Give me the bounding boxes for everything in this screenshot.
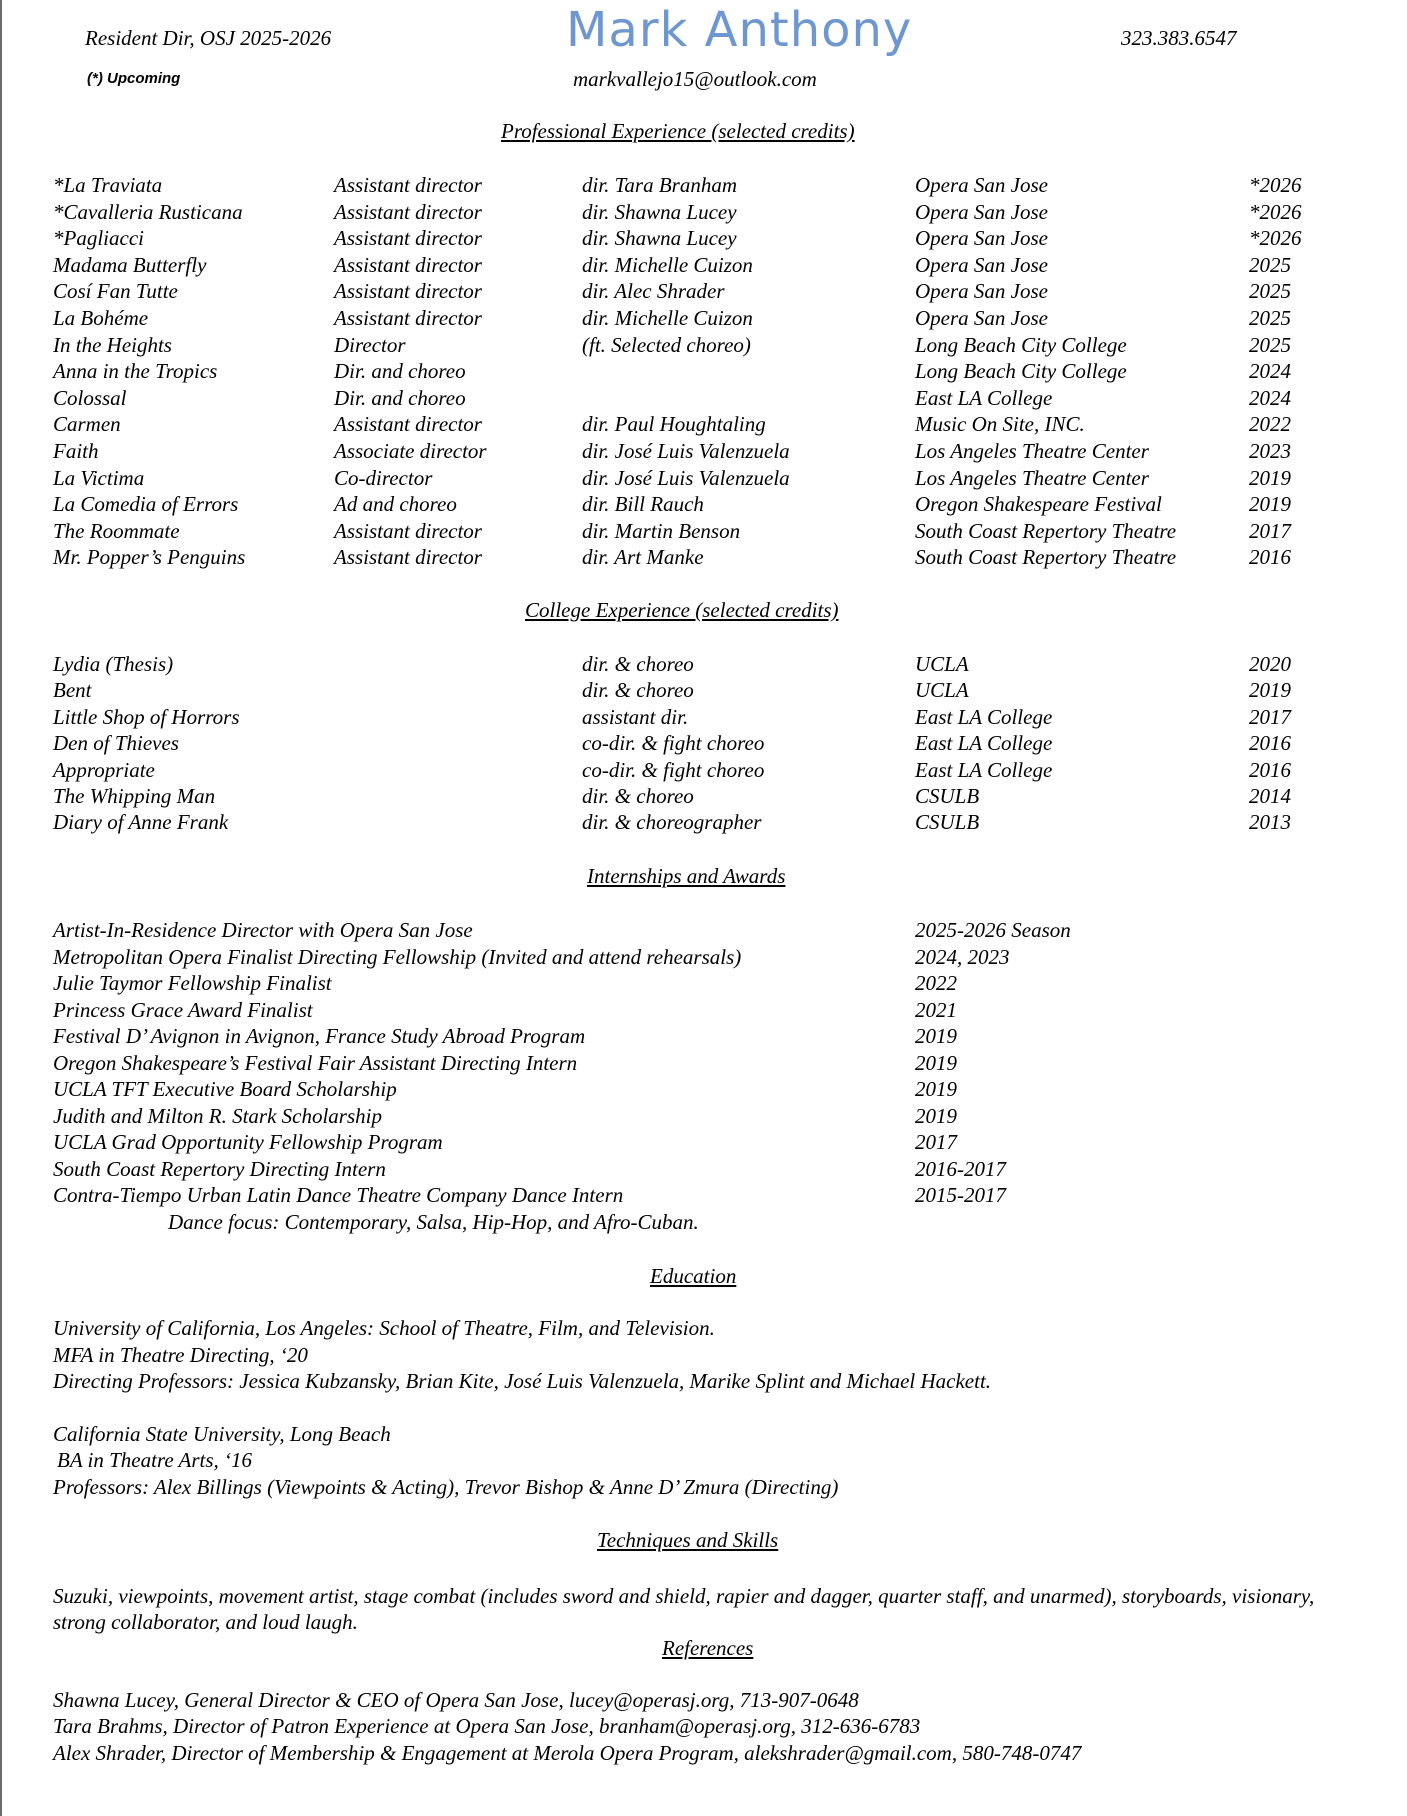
year: 2016 bbox=[1249, 545, 1291, 570]
award-date: 2015-2017 bbox=[915, 1183, 1006, 1207]
company: Los Angeles Theatre Center bbox=[915, 439, 1149, 463]
role: Director bbox=[334, 332, 406, 357]
table-row bbox=[0, 651, 1407, 678]
table-row bbox=[0, 172, 1407, 199]
table-row bbox=[0, 730, 1407, 757]
reference-item: Shawna Lucey, General Director & CEO of Opera San Jose, lucey@operasj.org, 713-907-0648 bbox=[53, 1688, 859, 1712]
table-row bbox=[0, 465, 1407, 492]
director: dir. Alec Shrader bbox=[582, 279, 725, 304]
csulb-degree: BA in Theatre Arts, ‘16 bbox=[57, 1448, 253, 1472]
list-item bbox=[0, 1156, 1407, 1183]
production-title: La Victima bbox=[53, 465, 145, 490]
reference-item: Alex Shrader, Director of Membership & Engagement at Merola Opera Program, alekshrader@gmail.com, 580-748-0747 bbox=[53, 1741, 1082, 1765]
year: 2019 bbox=[1249, 492, 1291, 517]
director: (ft. Selected choreo) bbox=[582, 332, 751, 357]
year: 2019 bbox=[1249, 465, 1291, 490]
company: East LA College bbox=[915, 385, 1053, 410]
candidate-name: Mark Anthony bbox=[566, 2, 913, 58]
professional-experience-heading: Professional Experience (selected credits) bbox=[501, 119, 855, 143]
production-title: The Whipping Man bbox=[53, 784, 216, 808]
award-name: Metropolitan Opera Finalist Directing Fellowship (Invited and attend rehearsals) bbox=[53, 944, 742, 969]
role: Assistant director bbox=[334, 226, 482, 251]
year: 2025 bbox=[1249, 332, 1291, 357]
table-row bbox=[0, 411, 1407, 438]
company: Los Angeles Theatre Center bbox=[915, 465, 1149, 490]
table-row bbox=[0, 544, 1407, 571]
role: Ad and choreo bbox=[334, 492, 457, 517]
role: assistant dir. bbox=[582, 704, 689, 729]
award-date: 2016-2017 bbox=[915, 1156, 1006, 1181]
list-item bbox=[0, 997, 1407, 1024]
skills-text: Suzuki, viewpoints, movement artist, stage combat (includes sword and shield, rapier and dagger, quarter staff, and unarmed), storyboards, visionary, strong collaborator, and loud laugh. bbox=[53, 1584, 1315, 1634]
production-title: Colossal bbox=[53, 385, 127, 410]
director: dir. Paul Houghtaling bbox=[582, 412, 766, 437]
list-item bbox=[0, 1129, 1407, 1156]
director: dir. José Luis Valenzuela bbox=[582, 465, 790, 490]
production-title: *Pagliacci bbox=[53, 226, 144, 251]
award-name: Judith and Milton R. Stark Scholarship bbox=[53, 1103, 382, 1128]
position-title: Resident Dir, OSJ 2025-2026 bbox=[85, 26, 332, 50]
production-title: Carmen bbox=[53, 412, 121, 437]
company: Opera San Jose bbox=[915, 173, 1048, 197]
production-title: Diary of Anne Frank bbox=[53, 810, 229, 835]
table-row bbox=[0, 305, 1407, 332]
table-row bbox=[0, 677, 1407, 704]
production-title: Little Shop of Horrors bbox=[53, 704, 240, 729]
production-title: Lydia (Thesis) bbox=[53, 652, 174, 676]
award-date: 2019 bbox=[915, 1050, 957, 1075]
year: 2013 bbox=[1249, 810, 1291, 835]
award-date: 2019 bbox=[915, 1024, 957, 1048]
year: *2026 bbox=[1249, 173, 1302, 197]
list-item bbox=[0, 1103, 1407, 1130]
role: dir. & choreo bbox=[582, 678, 694, 703]
company: Music On Site, INC. bbox=[915, 412, 1085, 437]
company: Opera San Jose bbox=[915, 306, 1048, 330]
school: East LA College bbox=[915, 731, 1053, 756]
year: *2026 bbox=[1249, 226, 1302, 251]
director: dir. Michelle Cuizon bbox=[582, 306, 753, 330]
skills-heading: Techniques and Skills bbox=[597, 1528, 779, 1552]
award-date: 2021 bbox=[915, 997, 957, 1022]
school: UCLA bbox=[915, 652, 969, 676]
award-name: Julie Taymor Fellowship Finalist bbox=[53, 971, 332, 995]
award-name: Contra-Tiempo Urban Latin Dance Theatre Company Dance Intern bbox=[53, 1183, 624, 1207]
director: dir. Shawna Lucey bbox=[582, 226, 737, 251]
role: Assistant director bbox=[334, 199, 482, 224]
year: 2014 bbox=[1249, 784, 1291, 808]
production-title: Cosí Fan Tutte bbox=[53, 279, 178, 304]
reference-item: Tara Brahms, Director of Patron Experience at Opera San Jose, branham@operasj.org, 312-636-6783 bbox=[53, 1714, 921, 1738]
role: dir. & choreo bbox=[582, 784, 694, 808]
award-name: Princess Grace Award Finalist bbox=[53, 997, 313, 1022]
award-name: UCLA Grad Opportunity Fellowship Program bbox=[53, 1130, 443, 1154]
year: 2025 bbox=[1249, 279, 1291, 304]
director: dir. Bill Rauch bbox=[582, 492, 704, 517]
production-title: The Roommate bbox=[53, 518, 180, 543]
award-date: 2019 bbox=[915, 1103, 957, 1128]
list-item bbox=[0, 1182, 1407, 1209]
role: dir. & choreo bbox=[582, 652, 694, 676]
company: Oregon Shakespeare Festival bbox=[915, 492, 1162, 517]
award-date: 2024, 2023 bbox=[915, 944, 1010, 969]
role: Assistant director bbox=[334, 252, 482, 277]
table-row bbox=[0, 385, 1407, 412]
production-title: Anna in the Tropics bbox=[53, 359, 218, 384]
school: East LA College bbox=[915, 757, 1053, 782]
school: UCLA bbox=[915, 678, 969, 703]
year: 2016 bbox=[1249, 731, 1291, 756]
csulb-school: California State University, Long Beach bbox=[53, 1422, 391, 1446]
company: South Coast Repertory Theatre bbox=[915, 518, 1177, 543]
table-row bbox=[0, 225, 1407, 252]
role: Assistant director bbox=[334, 279, 482, 304]
award-date: 2019 bbox=[915, 1077, 957, 1101]
director: dir. José Luis Valenzuela bbox=[582, 439, 790, 463]
table-row bbox=[0, 518, 1407, 545]
production-title: *Cavalleria Rusticana bbox=[53, 199, 243, 224]
year: 2024 bbox=[1249, 385, 1291, 410]
list-item bbox=[0, 970, 1407, 997]
company: South Coast Repertory Theatre bbox=[915, 545, 1177, 570]
role: Dir. and choreo bbox=[334, 385, 466, 410]
director: dir. Martin Benson bbox=[582, 518, 741, 543]
school: CSULB bbox=[915, 810, 980, 835]
email-address: markvallejo15@outlook.com bbox=[573, 67, 817, 91]
role: Assistant director bbox=[334, 306, 482, 330]
list-item bbox=[0, 944, 1407, 971]
director: dir. Michelle Cuizon bbox=[582, 252, 753, 277]
production-title: In the Heights bbox=[53, 332, 172, 357]
year: 2017 bbox=[1249, 518, 1291, 543]
company: Opera San Jose bbox=[915, 199, 1048, 224]
role: Assistant director bbox=[334, 545, 482, 570]
table-row bbox=[0, 199, 1407, 226]
award-date: 2017 bbox=[915, 1130, 957, 1154]
list-item bbox=[0, 1050, 1407, 1077]
references-heading: References bbox=[662, 1636, 754, 1660]
production-title: La Bohéme bbox=[53, 306, 149, 330]
role: Assistant director bbox=[334, 518, 482, 543]
college-experience-heading: College Experience (selected credits) bbox=[525, 598, 839, 622]
table-row bbox=[0, 491, 1407, 518]
year: *2026 bbox=[1249, 199, 1302, 224]
year: 2019 bbox=[1249, 678, 1291, 703]
role: co-dir. & fight choreo bbox=[582, 757, 765, 782]
year: 2022 bbox=[1249, 412, 1291, 437]
production-title: La Comedia of Errors bbox=[53, 492, 239, 517]
production-title: Den of Thieves bbox=[53, 731, 179, 756]
table-row bbox=[0, 438, 1407, 465]
year: 2016 bbox=[1249, 757, 1291, 782]
table-row bbox=[0, 332, 1407, 359]
company: Opera San Jose bbox=[915, 226, 1048, 251]
school: CSULB bbox=[915, 784, 980, 808]
role: Assistant director bbox=[334, 412, 482, 437]
production-title: Madama Butterfly bbox=[53, 252, 207, 277]
upcoming-note: (*) Upcoming bbox=[87, 70, 181, 87]
director: dir. Art Manke bbox=[582, 545, 704, 570]
director: dir. Shawna Lucey bbox=[582, 199, 737, 224]
school: East LA College bbox=[915, 704, 1053, 729]
award-name: Festival D’ Avignon in Avignon, France Study Abroad Program bbox=[53, 1024, 586, 1048]
table-row bbox=[0, 358, 1407, 385]
role: Co-director bbox=[334, 465, 433, 490]
year: 2025 bbox=[1249, 306, 1291, 330]
role: Dir. and choreo bbox=[334, 359, 466, 384]
list-item bbox=[0, 1076, 1407, 1103]
table-row bbox=[0, 704, 1407, 731]
ucla-school: University of California, Los Angeles: School of Theatre, Film, and Television. bbox=[53, 1316, 715, 1340]
year: 2025 bbox=[1249, 252, 1291, 277]
role: Associate director bbox=[334, 439, 487, 463]
production-title: Faith bbox=[53, 439, 99, 463]
award-name: South Coast Repertory Directing Intern bbox=[53, 1156, 386, 1181]
internships-awards-heading: Internships and Awards bbox=[587, 864, 786, 888]
company: Long Beach City College bbox=[915, 332, 1127, 357]
production-title: *La Traviata bbox=[53, 173, 163, 197]
table-row bbox=[0, 809, 1407, 836]
csulb-professors: Professors: Alex Billings (Viewpoints & Acting), Trevor Bishop & Anne D’ Zmura (Directing) bbox=[53, 1475, 839, 1499]
company: Opera San Jose bbox=[915, 279, 1048, 304]
phone-number: 323.383.6547 bbox=[1121, 26, 1237, 50]
list-item bbox=[0, 1023, 1407, 1050]
role: Assistant director bbox=[334, 173, 482, 197]
table-row bbox=[0, 252, 1407, 279]
year: 2023 bbox=[1249, 439, 1291, 463]
year: 2017 bbox=[1249, 704, 1291, 729]
ucla-professors: Directing Professors: Jessica Kubzansky, Brian Kite, José Luis Valenzuela, Marike Splint and Michael Hackett. bbox=[53, 1369, 992, 1393]
dance-focus-note: Dance focus: Contemporary, Salsa, Hip-Hop, and Afro-Cuban. bbox=[168, 1210, 699, 1234]
award-name: Oregon Shakespeare’s Festival Fair Assistant Directing Intern bbox=[53, 1050, 578, 1075]
list-item bbox=[0, 917, 1407, 944]
production-title: Mr. Popper’s Penguins bbox=[53, 545, 246, 570]
table-row bbox=[0, 757, 1407, 784]
table-row bbox=[0, 278, 1407, 305]
role: co-dir. & fight choreo bbox=[582, 731, 765, 756]
company: Long Beach City College bbox=[915, 359, 1127, 384]
award-name: Artist-In-Residence Director with Opera San Jose bbox=[53, 918, 473, 942]
award-date: 2022 bbox=[915, 971, 957, 995]
role: dir. & choreographer bbox=[582, 810, 762, 835]
table-row bbox=[0, 783, 1407, 810]
award-name: UCLA TFT Executive Board Scholarship bbox=[53, 1077, 397, 1101]
year: 2024 bbox=[1249, 359, 1291, 384]
year: 2020 bbox=[1249, 652, 1291, 676]
award-date: 2025-2026 Season bbox=[915, 918, 1071, 942]
education-heading: Education bbox=[650, 1264, 737, 1288]
company: Opera San Jose bbox=[915, 252, 1048, 277]
production-title: Bent bbox=[53, 678, 92, 703]
ucla-degree: MFA in Theatre Directing, ‘20 bbox=[53, 1343, 308, 1367]
director: dir. Tara Branham bbox=[582, 173, 738, 197]
production-title: Appropriate bbox=[53, 757, 155, 782]
